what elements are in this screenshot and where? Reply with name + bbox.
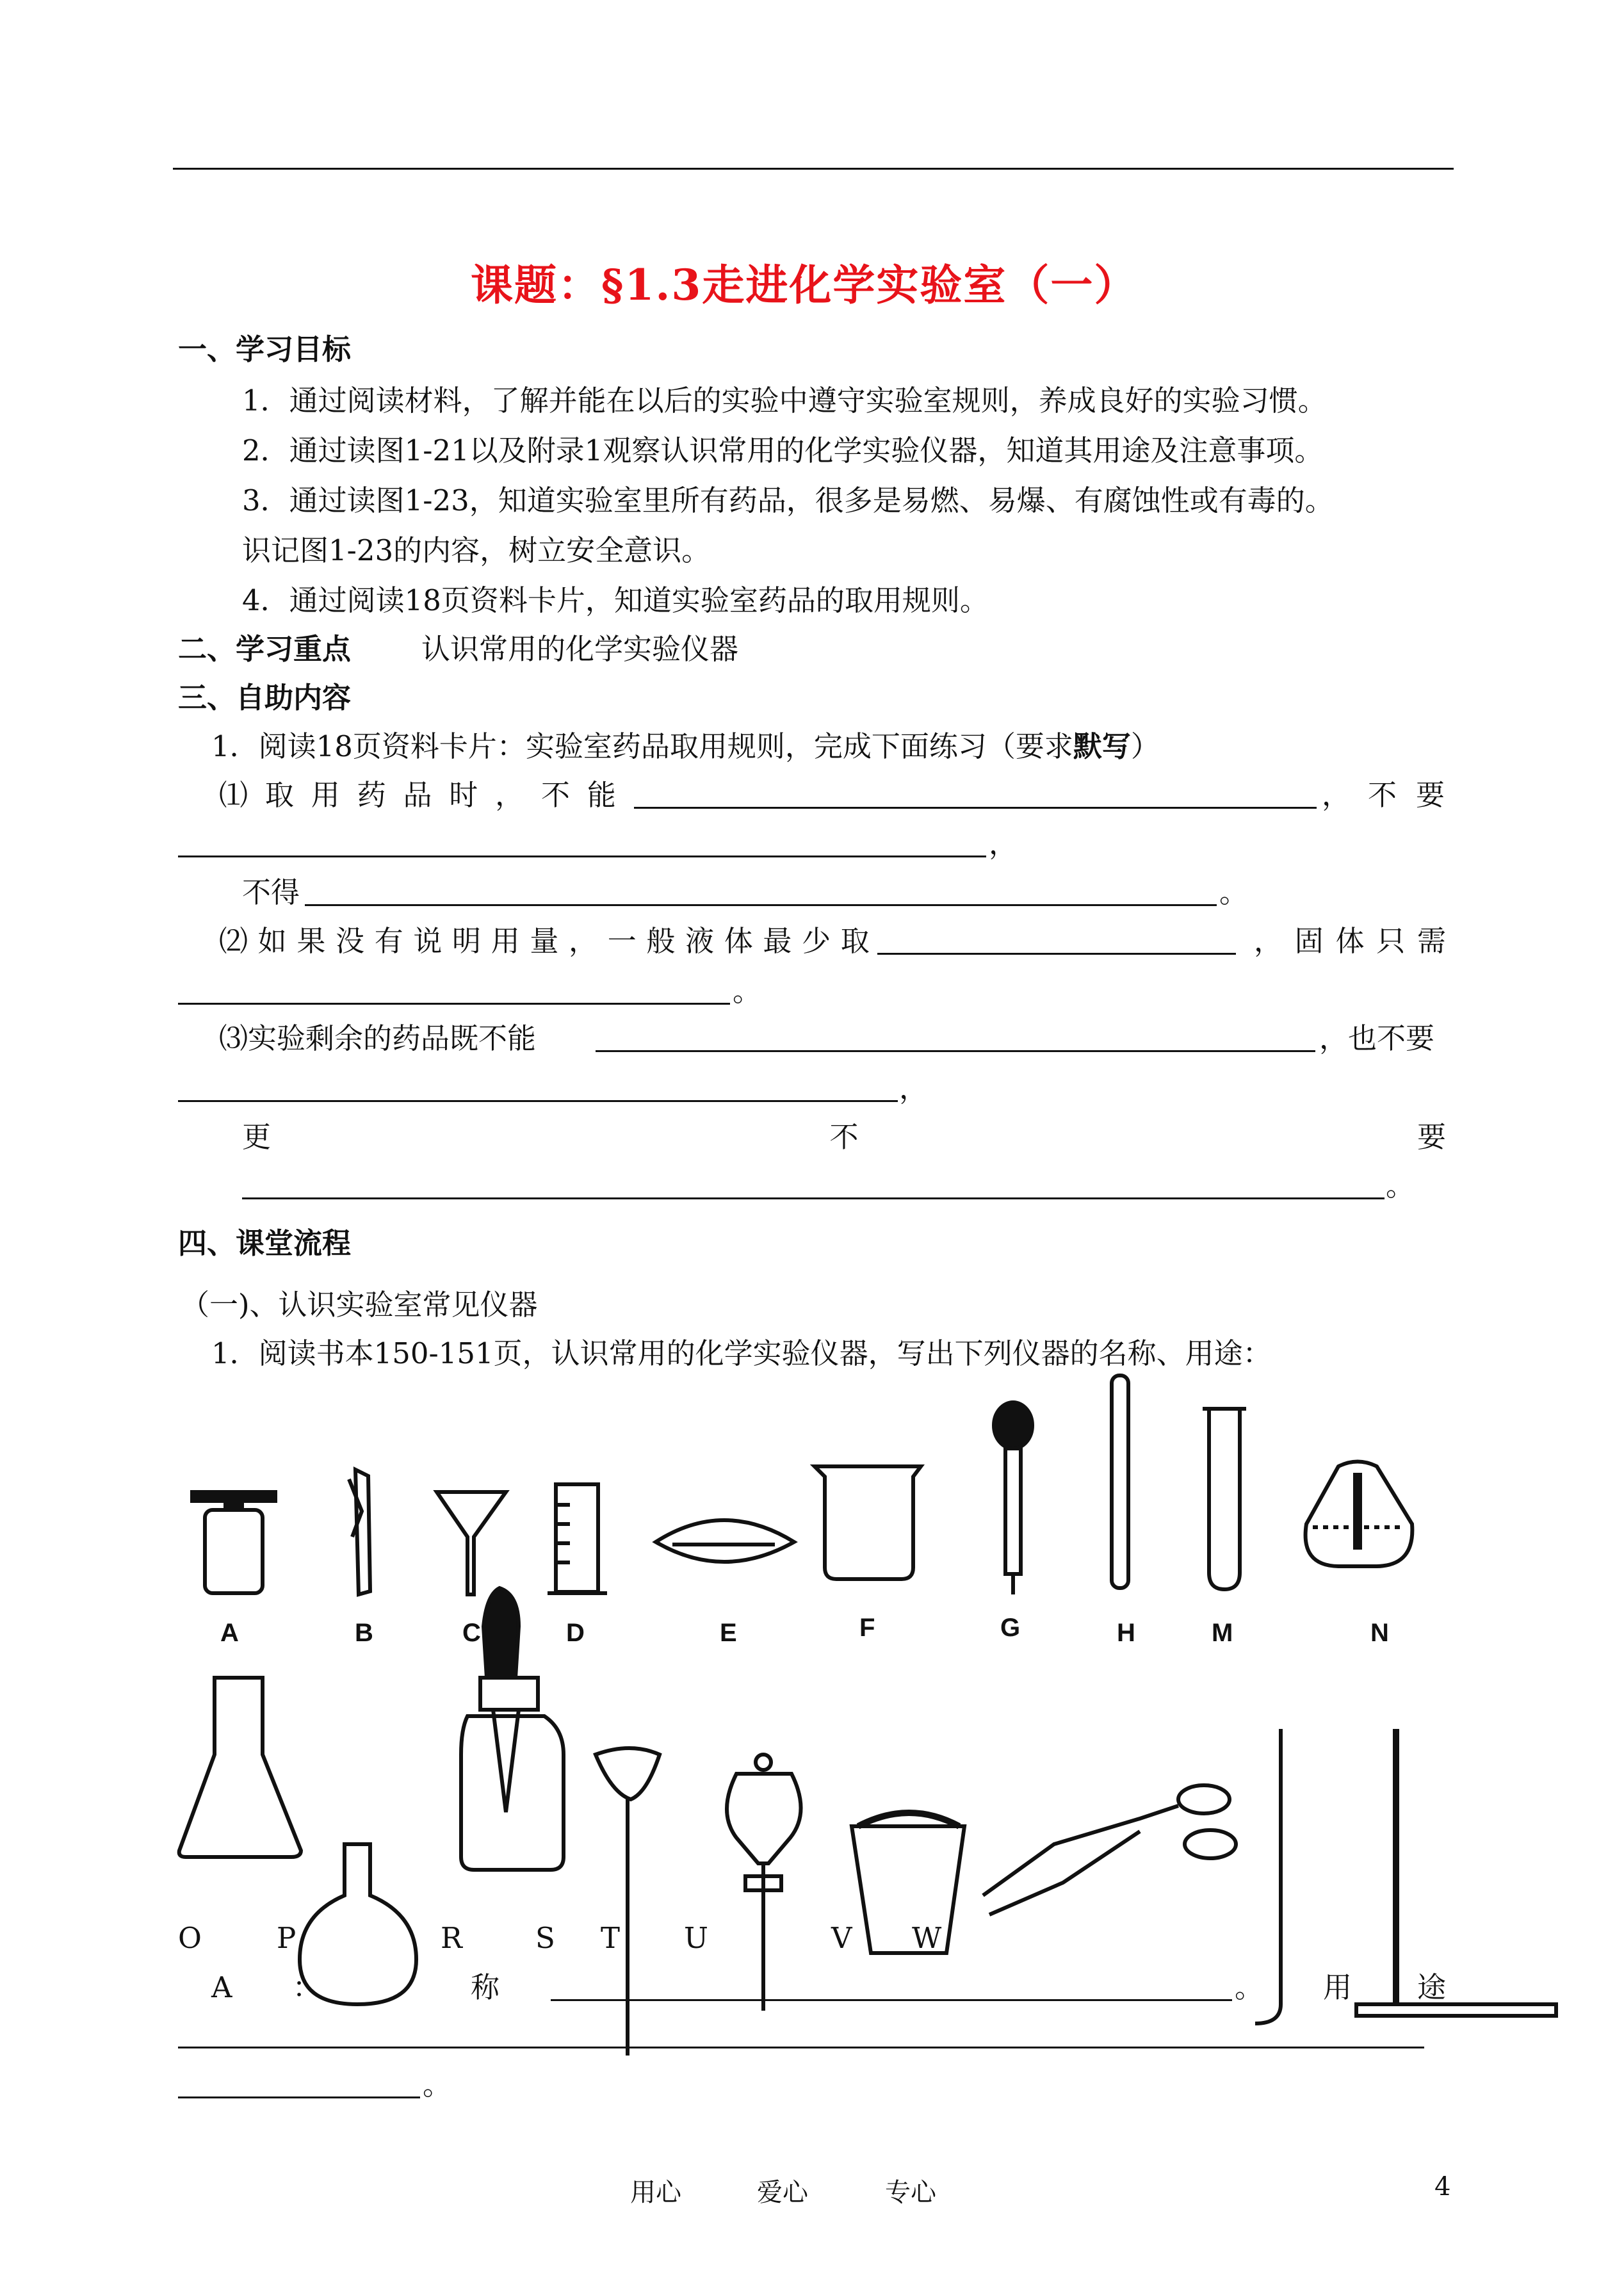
apparatus-label: R (441, 1921, 462, 1955)
q3-period: 。 (1386, 1169, 1415, 1203)
answer-label (211, 1968, 499, 2007)
q2-char: 般 (646, 924, 676, 958)
apparatus-label: P (277, 1921, 296, 1955)
q2-char: ， (569, 924, 598, 958)
use-char: 途 (1417, 1970, 1446, 2004)
section4-instruction: 1．阅读书本150-151页，认识常用的化学实验仪器，写出下列仪器的名称、用途： (211, 1336, 1272, 1370)
q2-end-char: ， (1254, 924, 1283, 958)
q3-line3-char: 更 (242, 1120, 272, 1154)
apparatus-label: B (355, 1619, 373, 1647)
q2-char: 量 (530, 924, 559, 958)
apparatus-label: H (1117, 1619, 1135, 1647)
conical-flask-icon (179, 1678, 301, 1857)
separatory-funnel-icon (727, 1755, 801, 2011)
use-char: 用 (1323, 1970, 1352, 2004)
q2-char: 明 (452, 924, 482, 958)
evaporating-dish-icon (656, 1520, 794, 1562)
q2-char: ⑵ (219, 924, 248, 958)
q2-char: 最 (763, 924, 792, 958)
apparatus-label: O (178, 1921, 202, 1955)
section1-heading: 一、学习目标 (178, 332, 352, 366)
apparatus-label: T (601, 1921, 621, 1955)
test-tube-icon (1203, 1409, 1246, 1589)
thistle-funnel-icon (596, 1748, 660, 2056)
objective-3: 3．通过读图1-23，知道实验室里所有药品，很多是易燃、易爆、有腐蚀性或有毒的。 (242, 483, 1334, 517)
q3-end: ，也不要 (1319, 1021, 1435, 1055)
answer-period: 。 (1235, 1970, 1264, 2004)
name-blank[interactable] (551, 1999, 1232, 2001)
use-blank-1[interactable] (178, 2047, 1424, 2048)
apparatus-label: D (566, 1619, 585, 1647)
q2-end-char: 只 (1376, 924, 1406, 958)
q1-char: 时 (449, 778, 478, 812)
q2-end-char: 固 (1294, 924, 1324, 958)
beaker-icon (815, 1466, 921, 1579)
q2-char: 没 (336, 924, 365, 958)
answer-char: ： (292, 1970, 321, 2004)
apparatus-label: M (1212, 1619, 1233, 1647)
intro-suffix: ） (1130, 729, 1160, 763)
apparatus-label: C (462, 1619, 481, 1647)
q2-char: 有 (374, 924, 403, 958)
footer-motto-1: 用心 (630, 2178, 681, 2207)
glass-rod-icon (1112, 1375, 1128, 1588)
q1-char: 药 (357, 778, 386, 812)
q2-char: 少 (802, 924, 831, 958)
q2-char: 果 (296, 924, 326, 958)
apparatus-label: W (912, 1921, 942, 1955)
q2-end-char: 体 (1335, 924, 1365, 958)
crucible-tongs-icon (983, 1785, 1236, 1915)
apparatus-label: V (831, 1921, 852, 1955)
page-number: 4 (1434, 2172, 1451, 2202)
q1-end-char: 不 (1368, 778, 1397, 812)
objective-4: 4．通过阅读18页资料卡片，知道实验室药品的取用规则。 (242, 583, 989, 617)
q1-period: 。 (1219, 875, 1249, 909)
apparatus-label: A (220, 1619, 239, 1647)
apparatus-label: G (1000, 1614, 1021, 1642)
q1-char: 能 (587, 778, 616, 812)
q3-line3-char: 不 (829, 1120, 859, 1154)
apparatus-label: F (859, 1614, 875, 1642)
apparatus-label: S (535, 1921, 555, 1955)
intro-prefix: 1．阅读18页资料卡片：实验室药品取用规则，完成下面练习（要求 (211, 729, 1073, 763)
q3-line3-char: 要 (1417, 1120, 1446, 1154)
q1-char: ⑴ (219, 778, 248, 812)
q2-char: 说 (413, 924, 443, 958)
q3-prefix: ⑶实验剩余的药品既不能 (219, 1021, 537, 1055)
objective-3-cont: 识记图1-23的内容，树立安全意识。 (242, 533, 711, 567)
q2-char: 用 (491, 924, 520, 958)
footer-motto-2: 爱心 (757, 2178, 808, 2207)
funnel-icon (437, 1492, 506, 1594)
footer-motto-3: 专心 (885, 2178, 936, 2207)
mortar-icon (852, 1813, 964, 1953)
apparatus-label: U (684, 1921, 708, 1955)
q2-end-char: 需 (1417, 924, 1446, 958)
answer-char: 称 (470, 1970, 499, 2004)
q2-char: 液 (685, 924, 715, 958)
q1-char: 取 (264, 778, 294, 812)
q1-char: 用 (311, 778, 340, 812)
section2-heading: 二、学习重点 (178, 632, 352, 666)
q2-char: 如 (257, 924, 287, 958)
alcohol-lamp-icon (1306, 1462, 1413, 1567)
q1-line3-prefix: 不得 (242, 875, 300, 909)
dropper-icon (994, 1402, 1032, 1594)
q3-comma: ， (899, 1071, 929, 1105)
weight-bottle-icon (192, 1492, 275, 1593)
q1-char: ， (495, 778, 524, 812)
apparatus-label: N (1370, 1619, 1389, 1647)
q2-char: 体 (724, 924, 753, 958)
section3-heading: 三、自助内容 (178, 681, 352, 715)
q1-comma: ， (989, 827, 1018, 861)
tube-clamp-icon (349, 1470, 370, 1594)
objective-2: 2．通过读图1-21以及附录1观察认识常用的化学实验仪器，知道其用途及注意事项。 (242, 434, 1324, 467)
measuring-cylinder-icon (548, 1484, 607, 1593)
page-title: 课题：§1.3走进化学实验室（一） (471, 260, 1138, 310)
q2-char: 一 (607, 924, 637, 958)
section4-sub1: （一)、认识实验室常见仪器 (181, 1288, 538, 1322)
objective-1: 1．通过阅读材料，了解并能在以后的实验中遵守实验室规则，养成良好的实验习惯。 (242, 384, 1327, 418)
use-label (1323, 1968, 1446, 2007)
q1-end-char: 要 (1415, 778, 1445, 812)
use-period: 。 (423, 2068, 452, 2102)
use-blank-2[interactable] (178, 2096, 420, 2098)
q1-mid-comma: ， (1322, 778, 1351, 812)
answer-char: A (211, 1970, 232, 2004)
q2-period: 。 (733, 974, 762, 1008)
section4-heading: 四、课堂流程 (178, 1226, 352, 1260)
section2-content: 认识常用的化学实验仪器 (421, 632, 739, 666)
q1-char: 品 (403, 778, 432, 812)
intro-bold: 默写 (1073, 729, 1131, 763)
q1-char: 不 (541, 778, 571, 812)
apparatus-label: E (720, 1619, 737, 1647)
q2-char: 取 (840, 924, 870, 958)
